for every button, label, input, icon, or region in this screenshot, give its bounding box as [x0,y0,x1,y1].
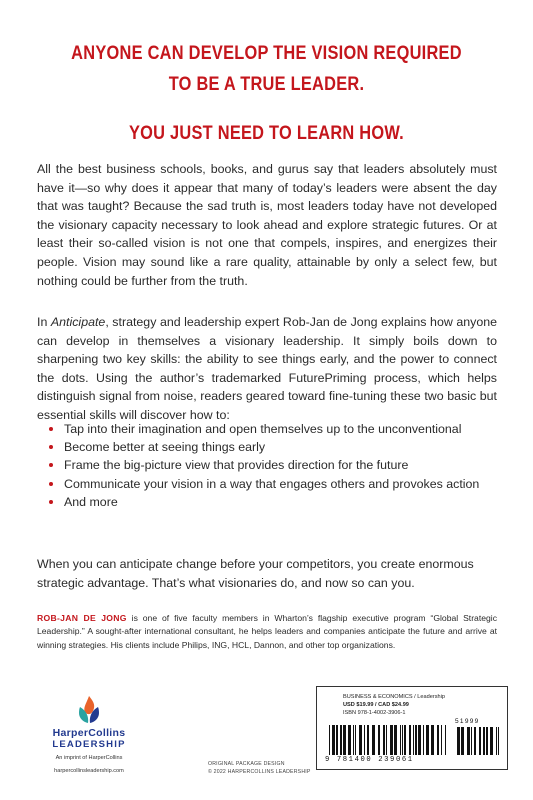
barcode-bar [413,725,414,755]
barcode-bar [378,725,380,755]
intro-paragraph: All the best business schools, books, and gurus say that leaders absolutely must have it—so why does it appear that many of today’s leaders were absent the day that was taught? Because the sad truth is, most leaders today have not developed the visionary capacity necessary to look ahead and explore strategic futures. Or at least their so-called vision is not one that compels, inspires, and energizes their people. Vision may sound like a rare quality, attainable by only a select few, but nothing could be further from the truth. [37,162,497,288]
barcode-bar [486,727,488,755]
author-bio [37,612,497,652]
design-credit-line-1: ORIGINAL PACKAGE DESIGN [208,761,285,767]
barcode-bar [418,725,421,755]
barcode-block [316,686,508,770]
barcode-bar [474,727,476,755]
barcode-bar [498,727,499,755]
publisher-brand-sub: LEADERSHIP [52,739,126,750]
barcode-bar [457,727,460,755]
addon-digits: 51999 [455,718,480,725]
barcode-bar [404,725,406,755]
barcode-bar [383,725,385,755]
barcode-bar [343,725,346,755]
barcode-bar [479,727,481,755]
barcode-bar [336,725,338,755]
paragraph-prefix: In [37,315,51,329]
bisac-category: BUSINESS & ECONOMICS / Leadership [343,694,445,700]
barcode-bar [409,725,411,755]
barcode-bar [445,725,446,755]
barcode-bar [400,725,401,755]
barcode-bar [402,725,403,755]
barcode-bar [461,727,464,755]
barcode-bar [386,725,387,755]
barcode-bar [426,725,429,755]
price-label: USD $19.99 / CAD $24.99 [343,702,409,708]
paragraph-text: , strategy and leadership expert Rob-Jan de Jong explains how anyone can develop in themselves a visionary leadership. It simply boils down to sharpening two key skills: the ability to see things early, and the power to connect the dots. Using the author’s trademarked FuturePriming process, which helps distinguish signal from noise, readers geared toward fine-tuning these two basic but essential skills will discover how to: [37,315,497,422]
list-item: And more [48,493,488,511]
book-title: Anticipate [50,315,106,329]
barcode-bar [471,727,472,755]
headline-line-1: ANYONE CAN DEVELOP THE VISION REQUIRED [71,42,462,64]
closing-paragraph: When you can anticipate change before your competitors, you create enormous strategic advantage. That’s what visionaries do, and now so can you. [37,557,474,590]
imprint-note: An imprint of HarperCollins [55,755,123,761]
barcode-bar [394,725,397,755]
barcode-bar [329,725,330,755]
barcode-bar [348,725,351,755]
barcode-bar [340,725,342,755]
barcode-bar [415,725,417,755]
headline-line-2: TO BE A TRUE LEADER. [168,73,365,95]
list-item: Frame the big-picture view that provides direction for the future [48,456,488,474]
publisher-brand-name: HarperCollins [52,727,126,739]
barcode-bar [332,725,335,755]
author-bio-text: is one of five faculty members in Wharton’s flagship executive program “Global Strategic Leadership.” A sought-after international consultant, he helps leaders and companies anticipate the future and arrive at winning strategies. His clients include Philips, ING, HCL, Dannon, and other top organizations. [37,613,497,650]
barcode-bar [431,725,434,755]
list-item: Communicate your vision in a way that engages others and provokes action [48,475,488,493]
barcode-bar [367,725,369,755]
publisher-website: harpercollinsleadership.com [54,768,124,774]
barcode-bar [496,727,497,755]
barcode-bar [390,725,393,755]
ean-digits: 9 781400 239061 [325,756,414,764]
author-name: ROB-JAN DE JONG [37,613,127,623]
description-paragraph [37,313,497,425]
list-item: Tap into their imagination and open themselves up to the unconventional [48,420,488,438]
barcode-bar [364,725,365,755]
barcode-bar [490,727,493,755]
barcode-bar [467,727,470,755]
barcode-bar [437,725,439,755]
design-credit-line-2: © 2022 HARPERCOLLINS LEADERSHIP [208,769,311,775]
barcode-bar [423,725,424,755]
list-item: Become better at seeing things early [48,438,488,456]
barcode-bar [441,725,442,755]
barcode-bar [355,725,356,755]
design-credit [208,760,311,776]
publisher-logo [34,695,144,775]
barcode-bar [359,725,362,755]
skills-list [48,420,488,511]
isbn-label: ISBN 978-1-4002-3906-1 [343,710,406,716]
barcode-bar [353,725,354,755]
barcode-bar [483,727,485,755]
barcode-bar [372,725,375,755]
cover-headline [43,38,491,149]
flame-logo-icon [76,695,102,725]
headline-line-3: YOU JUST NEED TO LEARN HOW. [129,122,404,144]
